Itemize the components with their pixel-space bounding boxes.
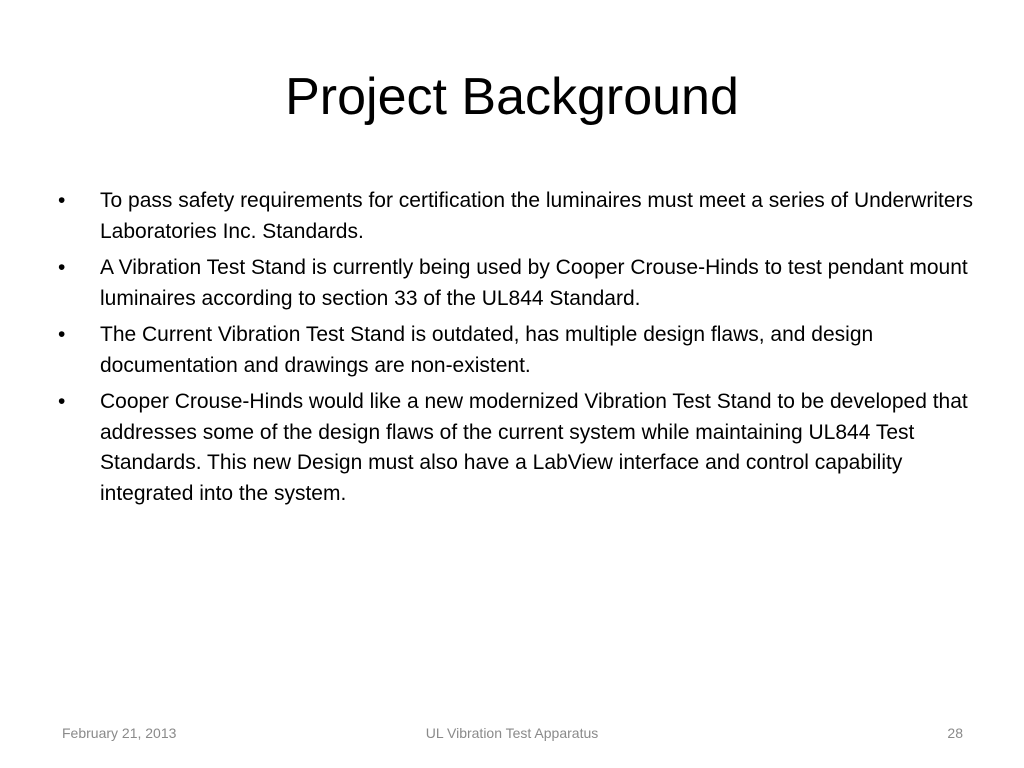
footer-date: February 21, 2013	[62, 725, 177, 741]
bullet-text: The Current Vibration Test Stand is outdated, has multiple design flaws, and design documentation and drawings are non-existent.	[100, 323, 874, 377]
bullet-item	[58, 387, 978, 509]
bullet-icon: •	[58, 189, 66, 212]
bullet-icon: •	[58, 390, 66, 413]
bullet-text: Cooper Crouse-Hinds would like a new modernized Vibration Test Stand to be developed that addresses some of the design flaws of the current system while maintaining UL844 Test Standards. This new Design must also have a LabView interface and control capability integrated into the system.	[100, 390, 968, 505]
bullet-icon: •	[58, 256, 66, 279]
page-number: 28	[947, 725, 963, 741]
bullet-list	[58, 186, 978, 515]
slide-title: Project Background	[285, 68, 739, 126]
bullet-item	[58, 253, 978, 314]
bullet-text: To pass safety requirements for certification the luminaires must meet a series of Underwriters Laboratories Inc. Standards.	[100, 189, 974, 243]
footer-title: UL Vibration Test Apparatus	[425, 725, 599, 741]
bullet-item	[58, 186, 978, 247]
bullet-item	[58, 320, 978, 381]
bullet-text: A Vibration Test Stand is currently being used by Cooper Crouse-Hinds to test pendant mount luminaires according to section 33 of the UL844 Standard.	[100, 256, 968, 310]
bullet-icon: •	[58, 323, 66, 346]
